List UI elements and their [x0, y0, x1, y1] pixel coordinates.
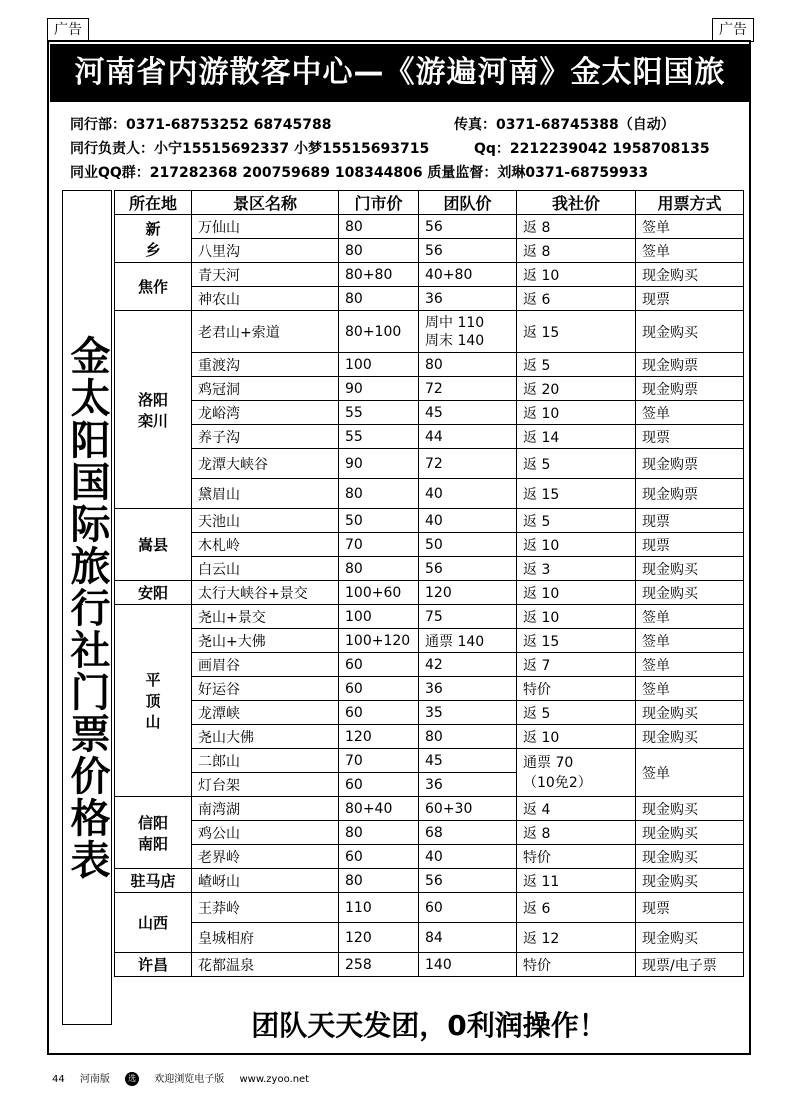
- edition-label: 河南版: [79, 1074, 110, 1085]
- agency-price: 特价: [517, 845, 636, 869]
- retail-price: 60: [339, 653, 419, 677]
- side-title: 金太阳国际旅行社门票价格表: [64, 334, 111, 881]
- agency-price: 返 5: [517, 701, 636, 725]
- table-row: [115, 749, 744, 773]
- table-row: [115, 509, 744, 533]
- attraction-name: 尧山+大佛: [192, 629, 339, 653]
- ticket-method: 现票: [636, 533, 744, 557]
- retail-price: 70: [339, 749, 419, 773]
- group-price: 75: [419, 605, 517, 629]
- fax: 传真：0371-68745388（自动）: [454, 117, 675, 133]
- retail-price: 60: [339, 677, 419, 701]
- group-price: 45: [419, 749, 517, 773]
- group-price: 40+80: [419, 263, 517, 287]
- agency-price: 返 15: [517, 629, 636, 653]
- table-row: [115, 725, 744, 749]
- table-row: [115, 629, 744, 653]
- region-cell: 洛阳 栾川: [115, 311, 192, 509]
- attraction-name: 灯台架: [192, 773, 339, 797]
- table-row: [115, 821, 744, 845]
- table-body: [115, 215, 744, 977]
- agency-price: 返 8: [517, 239, 636, 263]
- agency-price: 返 5: [517, 449, 636, 479]
- ticket-method: 现金购买: [636, 845, 744, 869]
- ticket-method: 现金购买: [636, 725, 744, 749]
- group-price: 36: [419, 773, 517, 797]
- ticket-method: 现票/电子票: [636, 953, 744, 977]
- banner-title: 河南省内游散客中心—《游遍河南》金太阳国旅: [50, 44, 750, 102]
- retail-price: 100: [339, 605, 419, 629]
- group-price: 周中 110 周末 140: [419, 311, 517, 353]
- attraction-name: 青天河: [192, 263, 339, 287]
- attraction-name: 老君山+索道: [192, 311, 339, 353]
- retail-price: 90: [339, 377, 419, 401]
- agency-price: 返 3: [517, 557, 636, 581]
- table-row: [115, 287, 744, 311]
- retail-price: 80+40: [339, 797, 419, 821]
- website-link[interactable]: www.zyoo.net: [239, 1074, 310, 1085]
- page-footer: [52, 1070, 321, 1086]
- ticket-method: 现票: [636, 425, 744, 449]
- retail-price: 55: [339, 425, 419, 449]
- attraction-name: 养子沟: [192, 425, 339, 449]
- col-retail-price: 门市价: [339, 191, 419, 215]
- agency-price: 返 10: [517, 581, 636, 605]
- publication-logo-icon: 选: [125, 1072, 139, 1086]
- table-row: [115, 557, 744, 581]
- ticket-method: 现金购票: [636, 377, 744, 401]
- region-cell: 新 乡: [115, 215, 192, 263]
- attraction-name: 画眉谷: [192, 653, 339, 677]
- attraction-name: 皇城相府: [192, 923, 339, 953]
- retail-price: 70: [339, 533, 419, 557]
- col-attraction: 景区名称: [192, 191, 339, 215]
- attraction-name: 黛眉山: [192, 479, 339, 509]
- group-price: 60: [419, 893, 517, 923]
- agency-price: 返 10: [517, 263, 636, 287]
- retail-price: 90: [339, 449, 419, 479]
- ticket-method: 签单: [636, 239, 744, 263]
- table-row: [115, 239, 744, 263]
- table-row: [115, 479, 744, 509]
- group-price: 120: [419, 581, 517, 605]
- attraction-name: 尧山+景交: [192, 605, 339, 629]
- retail-price: 60: [339, 845, 419, 869]
- group-price: 56: [419, 557, 517, 581]
- group-price: 72: [419, 449, 517, 479]
- table-row: [115, 311, 744, 353]
- retail-price: 80: [339, 821, 419, 845]
- agency-price: 返 6: [517, 893, 636, 923]
- retail-price: 100: [339, 353, 419, 377]
- agency-price: 返 10: [517, 533, 636, 557]
- ticket-method: 现票: [636, 509, 744, 533]
- agency-price: 返 15: [517, 479, 636, 509]
- ticket-method: 现票: [636, 893, 744, 923]
- ticket-method: 现票: [636, 287, 744, 311]
- agency-price: 返 14: [517, 425, 636, 449]
- attraction-name: 神农山: [192, 287, 339, 311]
- attraction-name: 龙峪湾: [192, 401, 339, 425]
- table-row: [115, 581, 744, 605]
- ticket-method: 签单: [636, 653, 744, 677]
- attraction-name: 八里沟: [192, 239, 339, 263]
- attraction-name: 龙潭峡: [192, 701, 339, 725]
- ticket-method: 现金购票: [636, 449, 744, 479]
- col-group-price: 团队价: [419, 191, 517, 215]
- attraction-name: 木札岭: [192, 533, 339, 557]
- group-price: 40: [419, 479, 517, 509]
- agency-price: 返 5: [517, 353, 636, 377]
- ticket-method: 现金购票: [636, 479, 744, 509]
- attraction-name: 龙潭大峡谷: [192, 449, 339, 479]
- attraction-name: 鸡公山: [192, 821, 339, 845]
- retail-price: 80: [339, 239, 419, 263]
- group-price: 36: [419, 677, 517, 701]
- ad-tag-left: 广告: [47, 18, 89, 42]
- retail-price: 80: [339, 287, 419, 311]
- agency-price: 返 6: [517, 287, 636, 311]
- group-price: 140: [419, 953, 517, 977]
- retail-price: 80+100: [339, 311, 419, 353]
- agency-price: 返 10: [517, 605, 636, 629]
- retail-price: 258: [339, 953, 419, 977]
- table-row: [115, 353, 744, 377]
- retail-price: 80: [339, 869, 419, 893]
- retail-price: 100+120: [339, 629, 419, 653]
- retail-price: 80: [339, 479, 419, 509]
- agency-price: 特价: [517, 953, 636, 977]
- ticket-method: 现金购买: [636, 701, 744, 725]
- agency-price: 返 11: [517, 869, 636, 893]
- welcome-text: 欢迎浏览电子版: [154, 1074, 225, 1085]
- agency-price: 返 8: [517, 215, 636, 239]
- table-row: [115, 923, 744, 953]
- group-price: 36: [419, 287, 517, 311]
- retail-price: 110: [339, 893, 419, 923]
- group-price: 68: [419, 821, 517, 845]
- group-price: 42: [419, 653, 517, 677]
- retail-price: 100+60: [339, 581, 419, 605]
- table-row: [115, 653, 744, 677]
- group-price: 72: [419, 377, 517, 401]
- agency-price: 返 15: [517, 311, 636, 353]
- qq-groups-supervision: 同业QQ群：217282368 200759689 108344806 质量监督：刘琳0371-68759933: [70, 165, 649, 181]
- table-header-row: [115, 191, 744, 215]
- retail-price: 80: [339, 557, 419, 581]
- ad-tag-right: 广告: [712, 18, 754, 42]
- attraction-name: 南湾湖: [192, 797, 339, 821]
- agency-price: 返 20: [517, 377, 636, 401]
- attraction-name: 尧山大佛: [192, 725, 339, 749]
- table-row: [115, 449, 744, 479]
- retail-price: 60: [339, 773, 419, 797]
- col-agency-price: 我社价: [517, 191, 636, 215]
- slogan: 团队天天发团，0利润操作！: [251, 1009, 607, 1042]
- agency-price: 返 4: [517, 797, 636, 821]
- table-row: [115, 425, 744, 449]
- attraction-name: 二郎山: [192, 749, 339, 773]
- table-row: [115, 701, 744, 725]
- region-cell: 嵩县: [115, 509, 192, 581]
- attraction-name: 老界岭: [192, 845, 339, 869]
- group-price: 56: [419, 869, 517, 893]
- region-cell: 山西: [115, 893, 192, 953]
- group-price: 35: [419, 701, 517, 725]
- attraction-name: 鸡冠洞: [192, 377, 339, 401]
- group-price: 40: [419, 845, 517, 869]
- contacts: 同行负责人：小宁15515692337 小梦15515693715: [70, 141, 430, 157]
- table-row: [115, 263, 744, 287]
- ticket-method: 现金购买: [636, 797, 744, 821]
- agency-price: 返 10: [517, 725, 636, 749]
- group-price: 40: [419, 509, 517, 533]
- table-row: [115, 845, 744, 869]
- group-price: 60+30: [419, 797, 517, 821]
- retail-price: 80: [339, 215, 419, 239]
- table-row: [115, 215, 744, 239]
- qq-numbers: Qq：2212239042 1958708135: [474, 141, 710, 157]
- agency-price: 返 7: [517, 653, 636, 677]
- col-region: 所在地: [115, 191, 192, 215]
- retail-price: 120: [339, 923, 419, 953]
- table-row: [115, 869, 744, 893]
- agency-price: 返 5: [517, 509, 636, 533]
- attraction-name: 重渡沟: [192, 353, 339, 377]
- attraction-name: 太行大峡谷+景交: [192, 581, 339, 605]
- table-row: [115, 605, 744, 629]
- table-row: [115, 953, 744, 977]
- agency-price: 返 8: [517, 821, 636, 845]
- attraction-name: 嵖岈山: [192, 869, 339, 893]
- group-price: 通票 140: [419, 629, 517, 653]
- attraction-name: 万仙山: [192, 215, 339, 239]
- ticket-method: 签单: [636, 215, 744, 239]
- ticket-method: 现金购买: [636, 869, 744, 893]
- group-price: 45: [419, 401, 517, 425]
- attraction-name: 天池山: [192, 509, 339, 533]
- group-price: 44: [419, 425, 517, 449]
- retail-price: 50: [339, 509, 419, 533]
- ticket-method: 签单: [636, 677, 744, 701]
- table-row: [115, 533, 744, 557]
- group-price: 50: [419, 533, 517, 557]
- attraction-name: 花都温泉: [192, 953, 339, 977]
- group-price: 56: [419, 239, 517, 263]
- col-ticket-method: 用票方式: [636, 191, 744, 215]
- ticket-method: 现金购买: [636, 821, 744, 845]
- ticket-method: 签单: [636, 605, 744, 629]
- retail-price: 60: [339, 701, 419, 725]
- ticket-method: 现金购买: [636, 263, 744, 287]
- ticket-method: 签单: [636, 629, 744, 653]
- table-row: [115, 893, 744, 923]
- attraction-name: 好运谷: [192, 677, 339, 701]
- region-cell: 平 顶 山: [115, 605, 192, 797]
- agency-price: 特价: [517, 677, 636, 701]
- retail-price: 55: [339, 401, 419, 425]
- agency-price: 返 12: [517, 923, 636, 953]
- group-price: 80: [419, 725, 517, 749]
- ticket-method: 现金购买: [636, 923, 744, 953]
- retail-price: 80+80: [339, 263, 419, 287]
- retail-price: 120: [339, 725, 419, 749]
- table-row: [115, 401, 744, 425]
- table-row: [115, 797, 744, 821]
- region-cell: 安阳: [115, 581, 192, 605]
- price-table: [114, 190, 744, 977]
- region-cell: 许昌: [115, 953, 192, 977]
- ticket-method: 现金购买: [636, 311, 744, 353]
- region-cell: 焦作: [115, 263, 192, 311]
- ticket-method: 签单: [636, 749, 744, 797]
- table-row: [115, 377, 744, 401]
- ticket-method: 现金购买: [636, 581, 744, 605]
- ticket-method: 现金购票: [636, 353, 744, 377]
- agency-price: 返 10: [517, 401, 636, 425]
- attraction-name: 王莽岭: [192, 893, 339, 923]
- region-cell: 驻马店: [115, 869, 192, 893]
- table-row: [115, 677, 744, 701]
- group-price: 84: [419, 923, 517, 953]
- ticket-method: 现金购买: [636, 557, 744, 581]
- page-number: 44: [52, 1074, 65, 1085]
- agency-price: 通票 70 （10免2）: [517, 749, 636, 797]
- dept-phones: 同行部：0371-68753252 68745788: [70, 117, 332, 133]
- attraction-name: 白云山: [192, 557, 339, 581]
- ticket-method: 签单: [636, 401, 744, 425]
- group-price: 80: [419, 353, 517, 377]
- side-title-box: [62, 190, 112, 1025]
- region-cell: 信阳 南阳: [115, 797, 192, 869]
- group-price: 56: [419, 215, 517, 239]
